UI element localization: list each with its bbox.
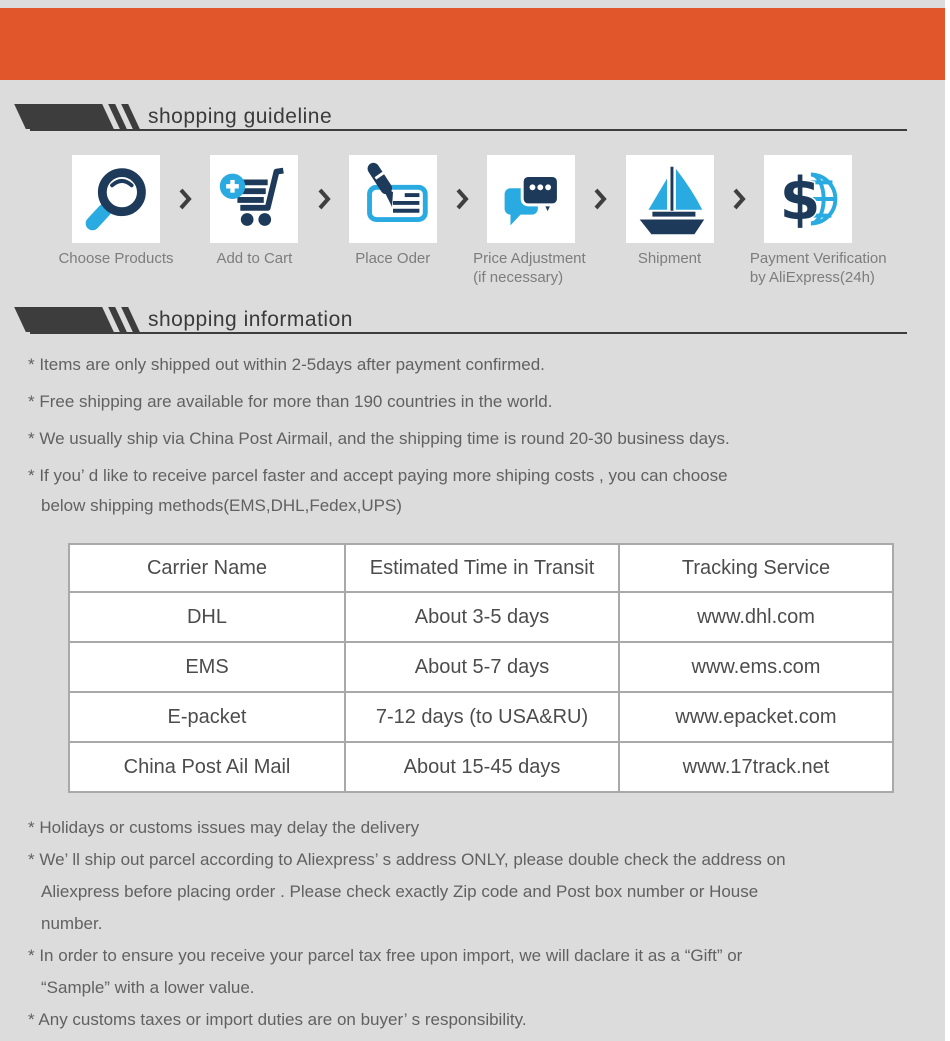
step-icon-box (349, 155, 437, 243)
shipping-notes-top (28, 350, 928, 528)
add-to-cart-icon (210, 155, 298, 243)
transit-time: About 15-45 days (345, 742, 619, 792)
carrier-name: DHL (69, 592, 345, 642)
table-row (69, 692, 893, 742)
note: * We’ ll ship out parcel according to Aliexpress’ s address ONLY, please double check the address on Aliexpress before placing order . Please check exactly Zip code and Post box number or House number. (28, 850, 786, 933)
carrier-table (68, 543, 894, 793)
chevron-right-icon (593, 155, 607, 243)
note: * In order to ensure you receive your parcel tax free upon import, we will daclare it as a “Gift” or “Sample” with a lower value. (28, 946, 743, 997)
note: * Items are only shipped out within 2-5days after payment confirmed. (28, 355, 545, 374)
step-place-order (349, 155, 437, 267)
chat-bubbles-icon (487, 155, 575, 243)
step-label: Choose Products (58, 250, 174, 267)
transit-time: About 5-7 days (345, 642, 619, 692)
note: * Free shipping are available for more than 190 countries in the world. (28, 392, 553, 411)
note: * We usually ship via China Post Airmail, and the shipping time is round 20-30 business days. (28, 429, 730, 448)
note: * Holidays or customs issues may delay the delivery (28, 818, 420, 837)
note: * If you’ d like to receive parcel faster and accept paying more shiping costs , you can choose below shipping methods(EMS,DHL,Fedex,UPS) (28, 466, 728, 515)
guideline-section-header (0, 104, 950, 130)
carrier-name: EMS (69, 642, 345, 692)
sailboat-icon (626, 155, 714, 243)
step-icon-box (487, 155, 575, 243)
tracking-url: www.ems.com (619, 642, 893, 692)
tracking-url: www.epacket.com (619, 692, 893, 742)
step-label: Payment Verification by AliExpress(24h) (749, 250, 887, 286)
tracking-url: www.dhl.com (619, 592, 893, 642)
step-payment-verification (749, 155, 887, 286)
step-choose-products (58, 155, 174, 267)
header-block-shape (14, 104, 114, 129)
step-icon-box (72, 155, 160, 243)
header-speed-mark (20, 307, 134, 332)
table-header-row (69, 544, 893, 592)
note: * Any customs taxes or import duties are on buyer’ s responsibility. (28, 1010, 527, 1029)
table-row (69, 592, 893, 642)
step-label: Add to Cart (216, 250, 293, 267)
top-orange-banner (0, 8, 945, 80)
svg-text:$: $ (779, 165, 821, 234)
step-label: Price Adjustment (if necessary) (473, 250, 586, 286)
carrier-name: China Post Ail Mail (69, 742, 345, 792)
chevron-right-icon (178, 155, 192, 243)
step-icon-box (764, 155, 852, 243)
step-label: Place Oder (355, 250, 431, 267)
header-block-shape (14, 307, 114, 332)
step-icon-box (626, 155, 714, 243)
chevron-right-icon (455, 155, 469, 243)
step-price-adjustment (473, 155, 586, 286)
table-row (69, 642, 893, 692)
col-header-transit: Estimated Time in Transit (345, 544, 619, 592)
col-header-tracking: Tracking Service (619, 544, 893, 592)
tracking-url: www.17track.net (619, 742, 893, 792)
col-header-carrier: Carrier Name (69, 544, 345, 592)
table-row (69, 742, 893, 792)
step-icon-box (210, 155, 298, 243)
step-shipment (626, 155, 714, 267)
step-add-to-cart (210, 155, 298, 267)
right-edge-strip (945, 0, 950, 1041)
step-label: Shipment (637, 250, 702, 267)
header-underline (30, 129, 907, 131)
pen-check-icon (349, 155, 437, 243)
guideline-title: shopping guideline (148, 105, 333, 128)
transit-time: About 3-5 days (345, 592, 619, 642)
information-section-header (0, 307, 950, 333)
payment-globe-icon (764, 155, 852, 243)
chevron-right-icon (317, 155, 331, 243)
search-icon (72, 155, 160, 243)
chevron-right-icon (732, 155, 746, 243)
header-underline (30, 332, 907, 334)
information-title: shopping information (148, 308, 353, 331)
carrier-name: E-packet (69, 692, 345, 742)
header-speed-mark (20, 104, 134, 129)
shipping-notes-bottom (28, 812, 928, 1036)
shopping-steps-row (58, 155, 887, 286)
transit-time: 7-12 days (to USA&RU) (345, 692, 619, 742)
